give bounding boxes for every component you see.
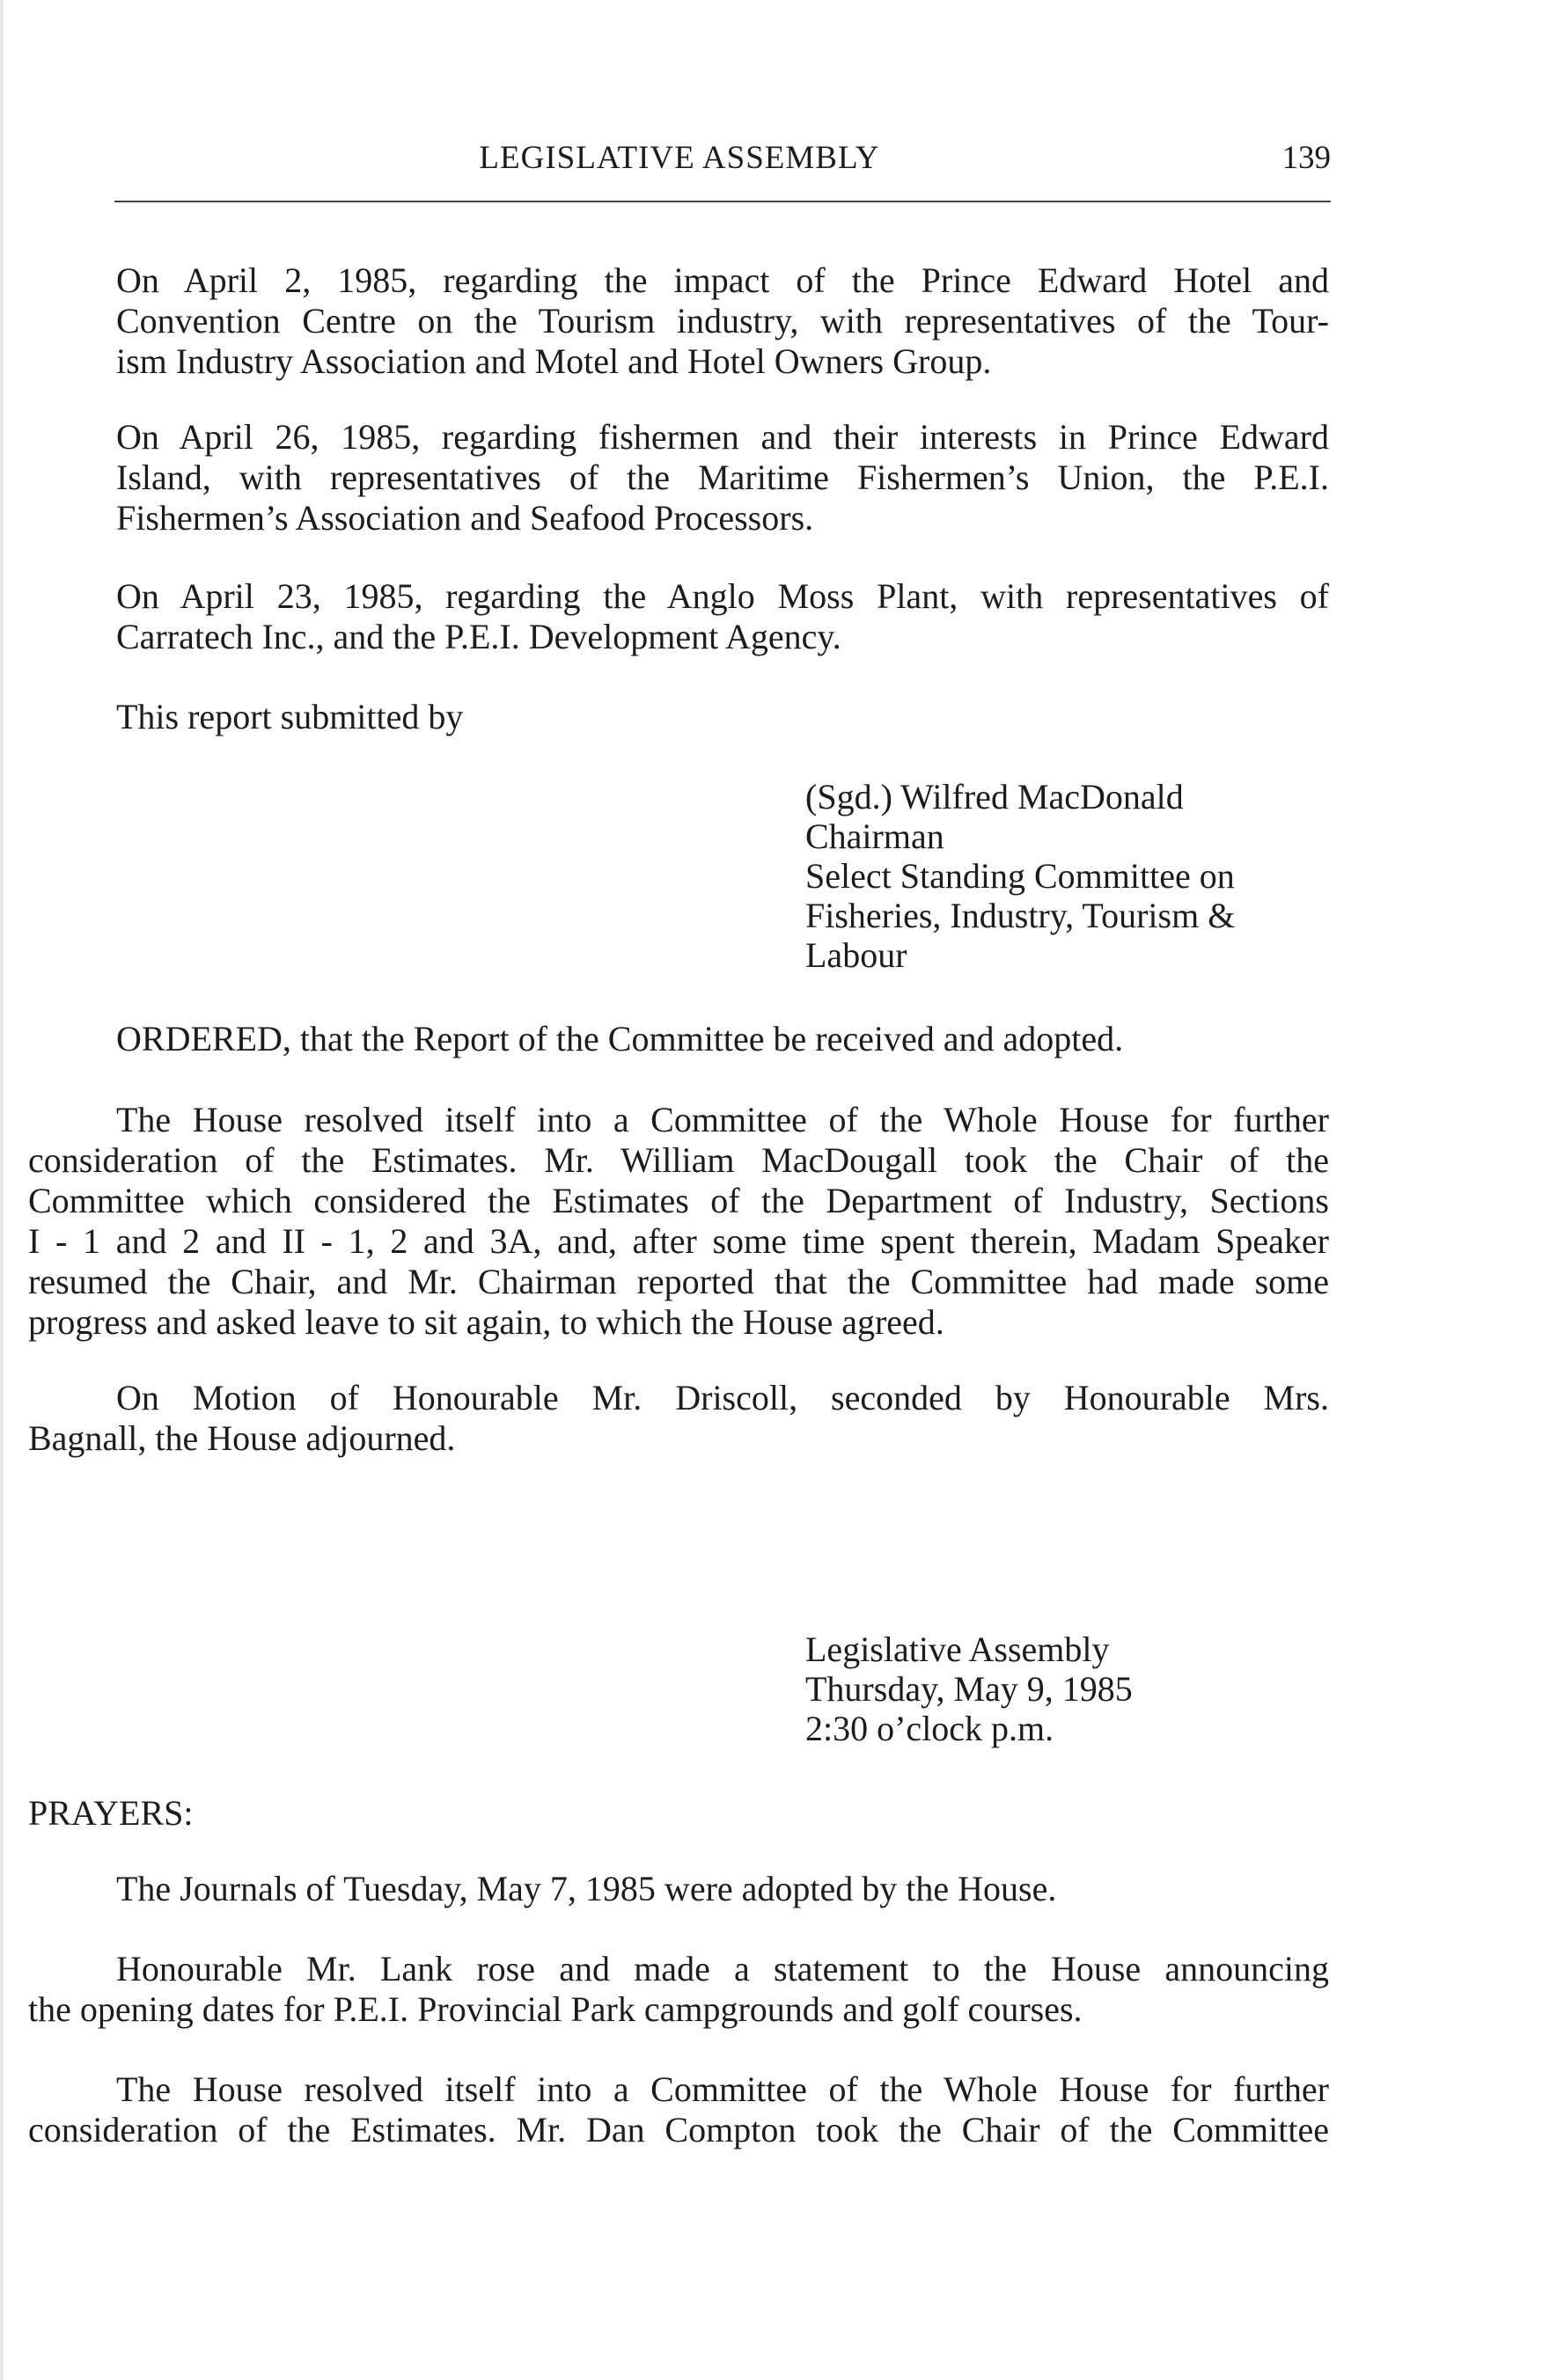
committee-paragraph xyxy=(28,1100,1329,1343)
text-line: PRAYERS: xyxy=(28,1793,194,1833)
text-line: Committee which considered the Estimates of the Department of Industry, Sections xyxy=(28,1181,1329,1220)
signature-line: Labour xyxy=(805,935,907,975)
prayers-heading xyxy=(28,1793,1329,1834)
text-line: the opening dates for P.E.I. Provincial Park campgrounds and golf courses. xyxy=(28,1989,1083,2029)
report-submitted-line xyxy=(116,697,1329,737)
signature-line: Select Standing Committee on xyxy=(805,856,1235,896)
header-rule xyxy=(114,201,1331,202)
text-line: resumed the Chair, and Mr. Chairman reported that the Committee had made some xyxy=(28,1262,1329,1301)
signature-line: (Sgd.) Wilfred MacDonald xyxy=(805,777,1184,817)
paragraph-april-26 xyxy=(116,417,1329,538)
text-line: This report submitted by xyxy=(116,697,464,736)
committee-paragraph-2 xyxy=(28,2069,1329,2150)
signature-block xyxy=(805,777,1333,975)
page-number: 139 xyxy=(1281,140,1331,176)
ordered-paragraph xyxy=(116,1019,1329,1059)
dateline-line: Thursday, May 9, 1985 xyxy=(805,1669,1133,1709)
adjourned-paragraph xyxy=(28,1378,1329,1459)
paragraph-april-2 xyxy=(116,260,1329,382)
text-line: Island, with representatives of the Maritime Fishermen’s Union, the P.E.I. xyxy=(116,458,1329,497)
paragraph-april-23 xyxy=(116,576,1329,657)
text-line: Convention Centre on the Tourism industry, with representatives of the Tour- xyxy=(116,301,1329,341)
dateline-line: Legislative Assembly xyxy=(805,1629,1110,1669)
text-line: progress and asked leave to sit again, to which the House agreed. xyxy=(28,1302,944,1342)
page-header xyxy=(28,132,1331,202)
text-line: Bagnall, the House adjourned. xyxy=(28,1418,456,1458)
journals-adopted-paragraph xyxy=(116,1869,1329,1909)
text-line: ism Industry Association and Motel and Hotel Owners Group. xyxy=(116,341,992,381)
text-line: The Journals of Tuesday, May 7, 1985 were adopted by the House. xyxy=(116,1869,1057,1908)
text-line: The House resolved itself into a Committee of the Whole House for further xyxy=(116,1100,1329,1139)
statement-paragraph xyxy=(28,1949,1329,2030)
text-line: Honourable Mr. Lank rose and made a statement to the House announcing xyxy=(116,1949,1329,1988)
dateline-line: 2:30 o’clock p.m. xyxy=(805,1709,1054,1748)
running-head: LEGISLATIVE ASSEMBLY xyxy=(479,140,880,176)
text-line: Carratech Inc., and the P.E.I. Development Agency. xyxy=(116,617,841,656)
text-line: consideration of the Estimates. Mr. Dan Compton took the Chair of the Committee xyxy=(28,2110,1329,2149)
text-line: On April 26, 1985, regarding fishermen and their interests in Prince Edward xyxy=(116,417,1329,457)
text-line: I - 1 and 2 and II - 1, 2 and 3A, and, after some time spent therein, Madam Speaker xyxy=(28,1221,1329,1261)
text-line: On Motion of Honourable Mr. Driscoll, seconded by Honourable Mrs. xyxy=(116,1378,1329,1417)
text-line: ORDERED, that the Report of the Committee be received and adopted. xyxy=(116,1019,1124,1058)
text-line: The House resolved itself into a Committee of the Whole House for further xyxy=(116,2069,1329,2109)
text-line: On April 23, 1985, regarding the Anglo Moss Plant, with representatives of xyxy=(116,576,1329,616)
text-line: Fishermen’s Association and Seafood Processors. xyxy=(116,498,814,538)
text-line: consideration of the Estimates. Mr. William MacDougall took the Chair of the xyxy=(28,1140,1329,1180)
page-edge-shadow xyxy=(0,0,4,2380)
text-line: On April 2, 1985, regarding the impact of the Prince Edward Hotel and xyxy=(116,260,1329,300)
sitting-dateline xyxy=(805,1629,1333,1748)
signature-line: Chairman xyxy=(805,817,944,856)
signature-line: Fisheries, Industry, Tourism & xyxy=(805,896,1236,935)
